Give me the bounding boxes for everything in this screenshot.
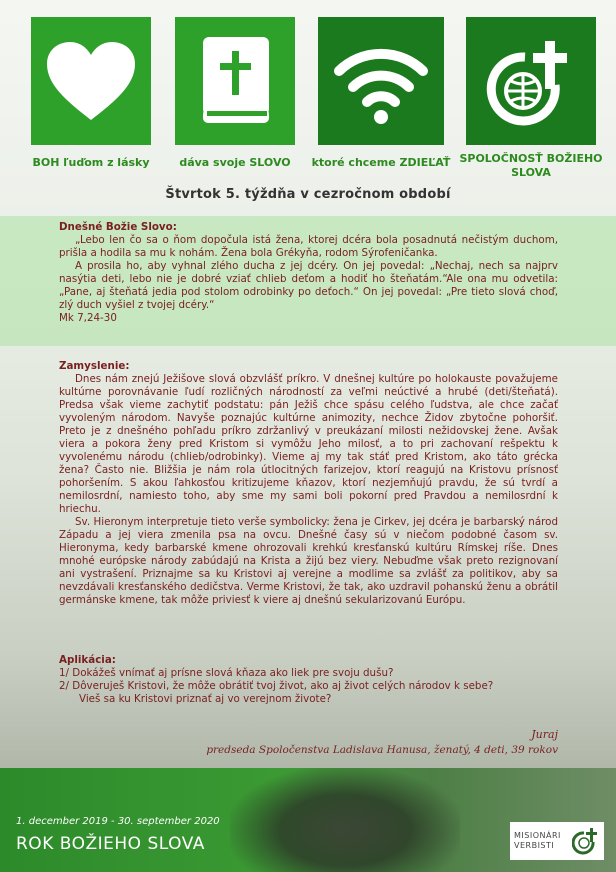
reflection-section <box>59 360 558 607</box>
application-question-1: 1/ Dokážeš vnímať aj prísne slová kňaza ako liek pre svoju dušu? <box>59 667 394 679</box>
logo-line-1: MISIONÁRI <box>514 831 561 840</box>
caption-slovo: dáva svoje SLOVO <box>179 156 291 169</box>
svd-small-logo-icon <box>572 827 600 855</box>
wifi-icon <box>333 37 429 125</box>
svd-logo-icon <box>483 35 579 127</box>
reading-section <box>59 221 558 325</box>
bible-tile <box>175 17 295 145</box>
heart-icon <box>45 40 137 122</box>
application-question-2: 2/ Dôveruješ Kristovi, že môže obrátiť tvoj život, ako aj život celých národov k sebe? <box>59 680 494 692</box>
reading-reference: Mk 7,24-30 <box>59 312 117 324</box>
application-question-3: Vieš sa ku Kristovi priznať aj vo verejnom živote? <box>79 693 332 705</box>
footer-title: ROK BOŽIEHO SLOVA <box>16 834 205 854</box>
signature-name: Juraj <box>531 728 558 741</box>
reflection-paragraph-1: Dnes nám znejú Ježišove slová obzvlášť príkro. V dnešnej kultúre po holokauste považujeme kultúrne porovnávanie ľudí rozličných národností za veľmi neúctivé a hrubé (deti/šteňatá). Predsa však vieme zachytiť podstatu: pán Ježiš chce spásu celého ľudstva, ale chce začať vyvoleným národom. Navyše poznajúc kultúrne animozity, nechce Židov zbytočne pohoršiť. Preto je z dnešného pohľadu príkro zdržanlivý v preukázaní milosti nežidovskej žene. Avšak viera a pokora ženy pred Kristom si vymôžu Jeho milosť, a to pri zachovaní rešpektu k vyvolenému národu (chlieb/odrobinky). Vieme aj my tak stáť pred Kristom, ako táto grécka žena? Často nie. Bližšia je nám rola útlocitných farizejov, ktorí reagujú na Kristovu prísnosť pohoršením. S akou ľahkosťou kritizujeme kňazov, ktorí nezjemňujú pravdu, že sú tvrdí a nemilosrdní, namiesto toho, aby sme my sami boli pokorní pred Pravdou a nemilosrdní k hriechu. <box>59 373 558 515</box>
reading-paragraph-1: „Lebo len čo sa o ňom dopočula istá žena, ktorej dcéra bola posadnutá nečistým duchom, prišla a hodila sa mu k nohám. Žena bola Grékyňa, rodom Sýrofeničanka. <box>59 234 558 259</box>
application-section <box>59 654 558 706</box>
reflection-paragraph-2: Sv. Hieronym interpretuje tieto verše symbolicky: žena je Cirkev, jej dcéra je barbarský národ Západu a jej viera zmenila psa na ovcu. Dnešné časy sú v niečom podobné časom sv. Hieronyma, kedy barbarské kmene ohrozovali krehkú kresťanskú kultúru Rímskej ríše. Dnes mnohé európske národy zabúdajú na Krista a žijú bez viery. Nebuďme však preto rezignovaní ani vystrašení. Priznajme sa ku Kristovi aj verejne a modlime sa zvlášť za politikov, aby sa nevzdávali kresťanského dedičstva. Verme Kristovi, že tak, ako uzdravil pohanskú ženu a obrátil germánske kmene, tak môže priviesť k viere aj dnešnú sekularizovanú Európu. <box>59 516 558 606</box>
wifi-tile <box>318 17 444 145</box>
caption-zdielat: ktoré chceme ZDIEĽAŤ <box>311 156 451 169</box>
reading-heading: Dnešné Božie Slovo: <box>59 221 177 233</box>
signature-role: predseda Spoločenstva Ladislava Hanusa, ženatý, 4 deti, 39 rokov <box>206 744 558 756</box>
caption-spolocnost: SPOLOČNOSŤ BOŽIEHO SLOVA <box>459 152 603 179</box>
caption-boh: BOH ľuďom z lásky <box>32 156 150 169</box>
bible-icon <box>197 35 273 127</box>
footer-dates: 1. december 2019 - 30. september 2020 <box>16 816 220 827</box>
footer-photo <box>230 768 460 872</box>
logo-line-2: VERBISTI <box>514 841 555 850</box>
page-subtitle: Štvrtok 5. týždňa v cezročnom období <box>165 187 451 202</box>
reflection-heading: Zamyslenie: <box>59 360 130 372</box>
reading-paragraph-2: A prosila ho, aby vyhnal zlého ducha z jej dcéry. On jej povedal: „Nechaj, nech sa najprv nasýtia deti, lebo nie je dobré vziať chlieb deťom a hodiť ho šteňatám.“Ale ona mu odvetila: „Pane, aj šteňatá jedia pod stolom odrobinky po deťoch.“ On jej povedal: „Pre tieto slová choď, zlý duch vyšiel z tvojej dcéry.“ <box>59 260 558 311</box>
verbisti-logo <box>510 822 604 860</box>
svd-logo-tile <box>466 17 596 145</box>
heart-tile <box>31 17 151 145</box>
application-heading: Aplikácia: <box>59 654 116 666</box>
